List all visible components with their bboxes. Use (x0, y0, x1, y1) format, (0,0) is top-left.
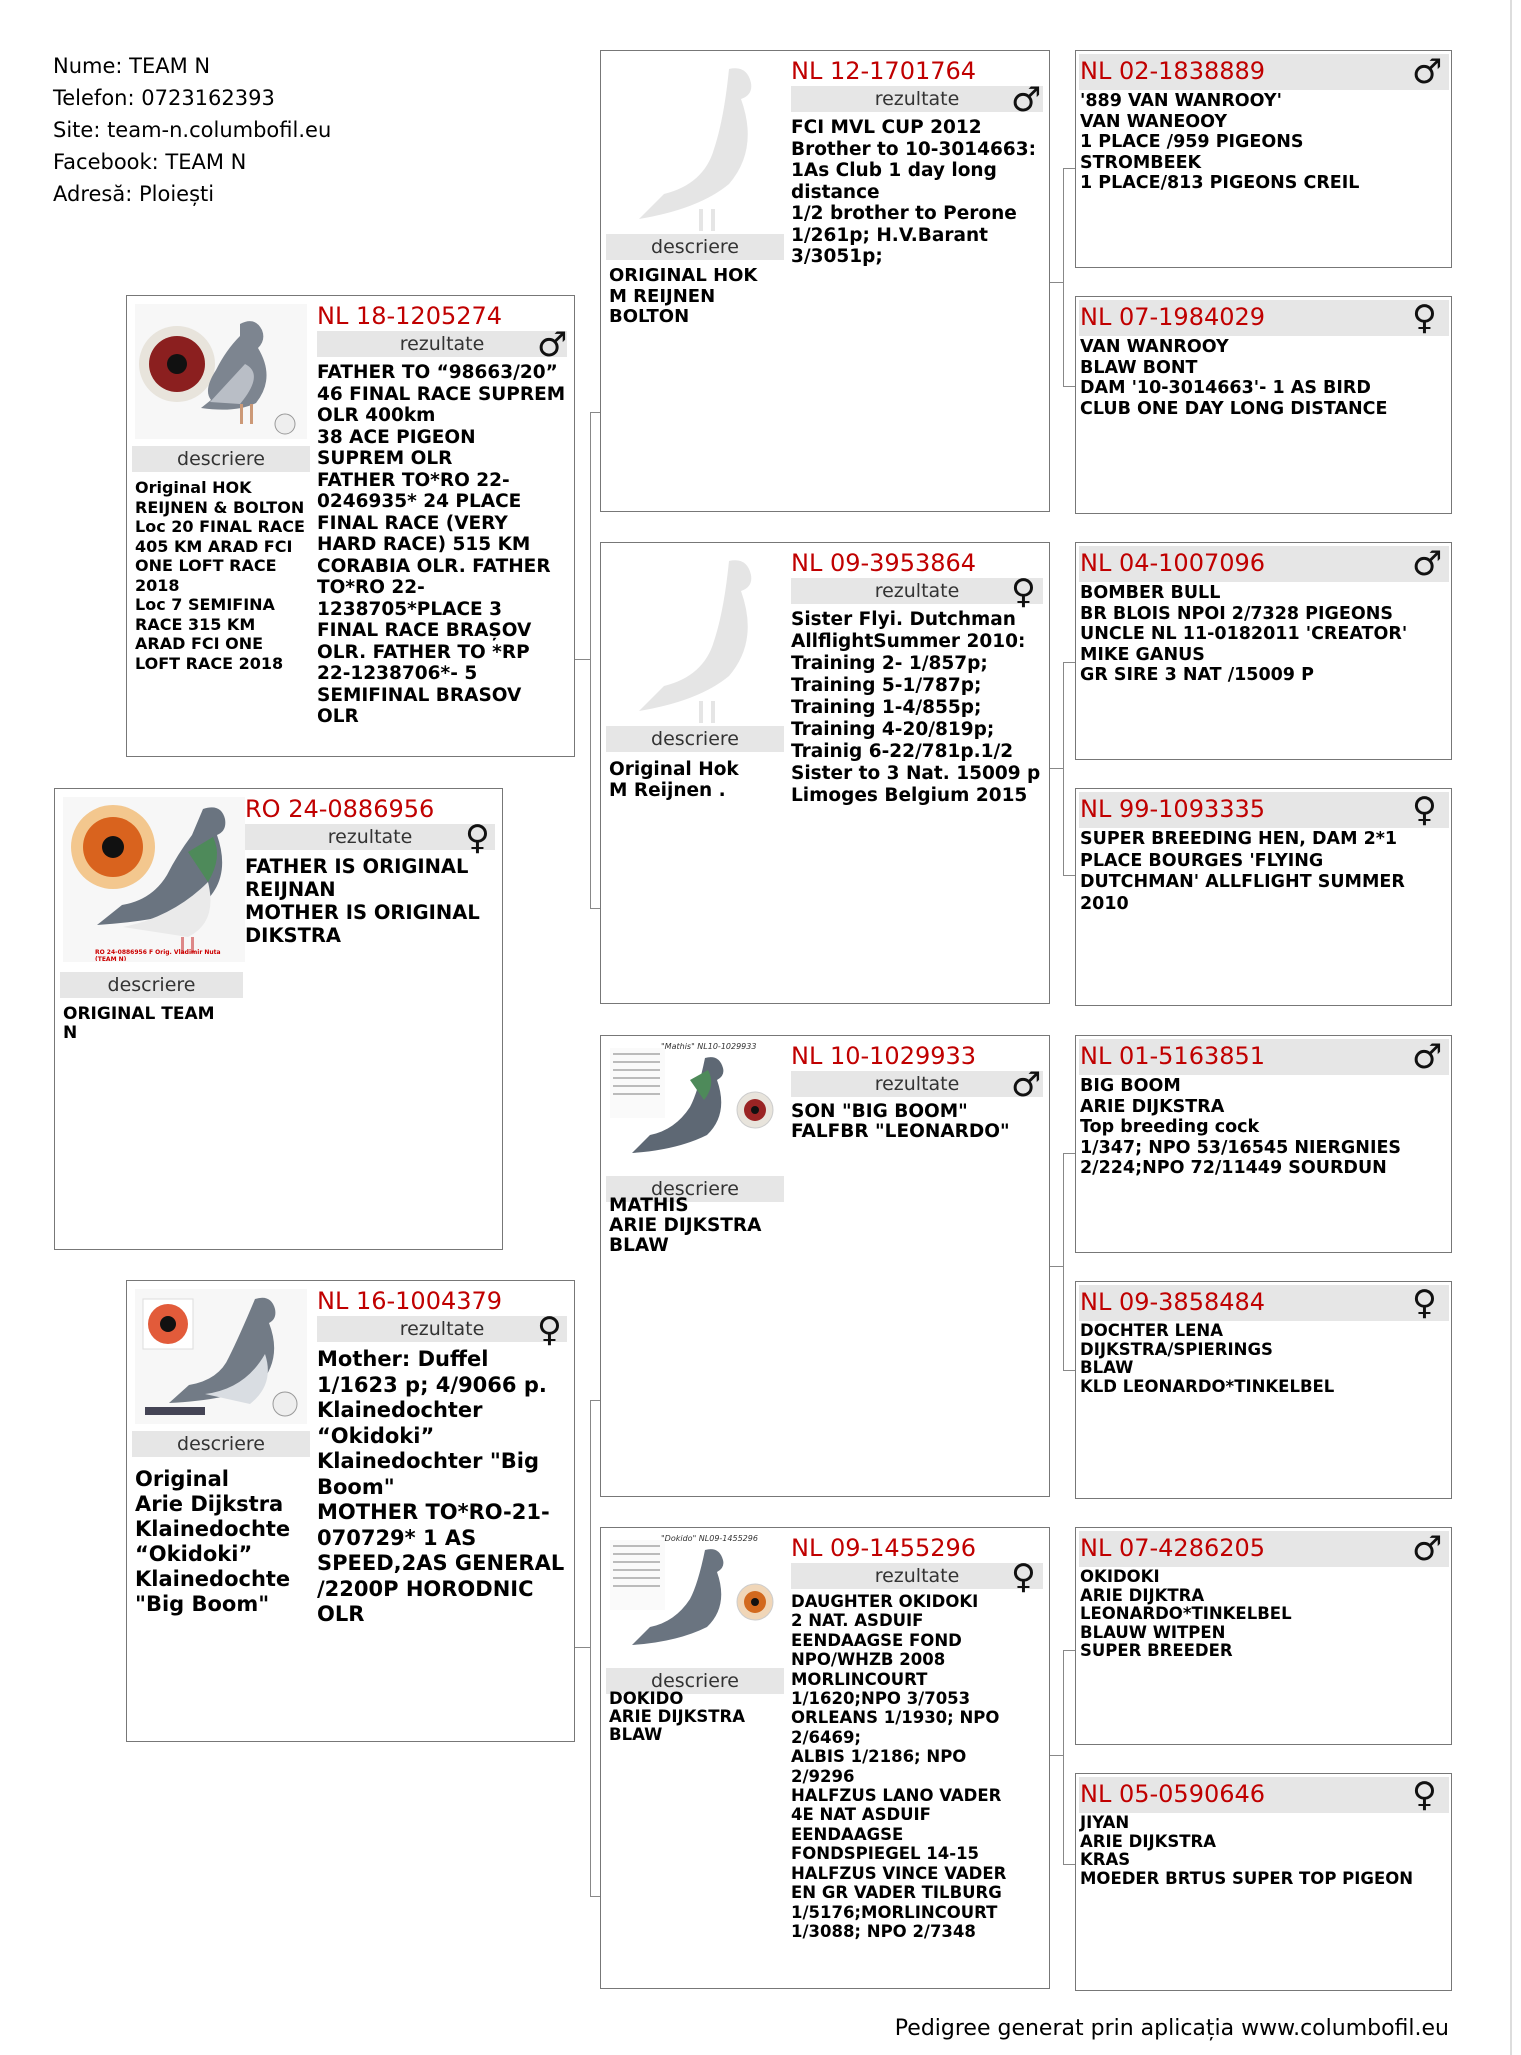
bird-id-dss: NL 01-5163851 (1080, 1042, 1266, 1070)
origin-dam: Original Arie Dijkstra Klainedochte “Okidoki” Klainedochte "Big Boom" (135, 1467, 298, 1616)
female-icon: ♀ (1412, 298, 1437, 338)
card-dds[interactable] (1075, 1527, 1452, 1745)
owner-facebook: Facebook: TEAM N (53, 150, 247, 174)
info-ds: SON "BIG BOOM" FALFBR "LEONARDO" (791, 1101, 1010, 1142)
bird-photo-dam[interactable] (135, 1289, 307, 1424)
male-icon: ♂ (1412, 52, 1443, 92)
bird-id-sd: NL 09-3953864 (791, 549, 977, 577)
description-tab-dd[interactable]: descriere (606, 1668, 784, 1694)
description-tab-ss[interactable]: descriere (606, 234, 784, 260)
bird-id-dd: NL 09-1455296 (791, 1534, 977, 1562)
female-icon: ♀ (1412, 1283, 1437, 1323)
female-icon: ♀ (1011, 572, 1036, 612)
info-sdd: SUPER BREEDING HEN, DAM 2*1 PLACE BOURGES 'FLYING DUTCHMAN' ALLFLIGHT SUMMER 2010 (1080, 829, 1411, 914)
bird-id-subject: RO 24-0886956 (245, 795, 435, 823)
info-dds: OKIDOKI ARIE DIJKTRA LEONARDO*TINKELBEL BLAUW WITPEN SUPER BREEDER (1080, 1567, 1292, 1660)
connector-ds-stub (1050, 1266, 1063, 1267)
card-dam-dam[interactable] (600, 1527, 1050, 1989)
results-tab-ss[interactable]: rezultate (791, 86, 1043, 112)
bird-id-dds: NL 07-4286205 (1080, 1534, 1266, 1562)
bird-id-ds: NL 10-1029933 (791, 1042, 977, 1070)
card-sire[interactable] (126, 295, 575, 757)
owner-name: Nume: TEAM N (53, 54, 211, 78)
info-ssd: VAN WANROOY BLAW BONT DAM '10-3014663'- 1 AS BIRD CLUB ONE DAY LONG DISTANCE (1080, 337, 1388, 419)
info-dsd: DOCHTER LENA DIJKSTRA/SPIERINGS BLAW KLD LEONARDO*TINKELBEL (1080, 1321, 1335, 1396)
bird-id-sds: NL 04-1007096 (1080, 549, 1266, 577)
results-tab-subject[interactable]: rezultate (245, 824, 495, 850)
bird-photo-placeholder[interactable] (609, 59, 781, 244)
description-tab-sd[interactable]: descriere (606, 726, 784, 752)
male-icon: ♂ (1011, 1065, 1042, 1105)
card-sss[interactable] (1075, 50, 1452, 268)
card-sire-sire[interactable] (600, 50, 1050, 512)
male-icon: ♂ (1412, 1037, 1443, 1077)
connector-ss-stub (1050, 282, 1063, 283)
pigeon-silhouette-icon (609, 551, 781, 736)
info-sire: FATHER TO “98663/20” 46 FINAL RACE SUPREM OLR 400km 38 ACE PIGEON SUPREM OLR FATHER TO*RO 22-0246935* 24 PLACE FINAL RACE (VERY HARD RACE) 515 KM CORABIA OLR. FATHER TO*RO 22-1238705*PLACE 3 FINAL RACE BRAȘOV OLR. FATHER TO *RP 22-1238706*- 5 SEMIFINAL BRASOV OLR (317, 362, 572, 727)
origin-sd: Original Hok M Reijnen . (609, 759, 739, 801)
card-ddd[interactable] (1075, 1773, 1452, 1991)
results-tab-ds[interactable]: rezultate (791, 1071, 1043, 1097)
info-sss: '889 VAN WANROOY' VAN WANEOOY 1 PLACE /959 PIGEONS STROMBEEK 1 PLACE/813 PIGEONS CREIL (1080, 91, 1360, 193)
bird-photo-dd[interactable] (605, 1532, 785, 1662)
owner-phone: Telefon: 0723162393 (53, 86, 275, 110)
connector-sire-stub (575, 659, 590, 660)
card-dsd[interactable] (1075, 1281, 1452, 1499)
female-icon: ♀ (1412, 790, 1437, 830)
pigeon-photo-icon (135, 1289, 307, 1424)
info-dss: BIG BOOM ARIE DIJKSTRA Top breeding cock 1/347; NPO 53/16545 NIERGNIES 2/224;NPO 72/11449 SOURDUN (1080, 1076, 1402, 1178)
bird-id-ssd: NL 07-1984029 (1080, 303, 1266, 331)
description-tab-sire[interactable]: descriere (132, 446, 310, 472)
footer-credit: Pedigree generat prin aplicația www.columbofil.eu (894, 2016, 1449, 2041)
info-subject: FATHER IS ORIGINAL REIJNAN MOTHER IS ORIGINAL DIKSTRA (245, 855, 487, 947)
pigeon-photo-icon (605, 1040, 785, 1170)
pigeon-silhouette-icon (609, 59, 781, 244)
description-tab-ds[interactable]: descriere (606, 1176, 784, 1202)
female-icon: ♀ (537, 1310, 562, 1350)
connector-sd-stub (1050, 768, 1063, 769)
card-sdd[interactable] (1075, 788, 1452, 1006)
card-dss[interactable] (1075, 1035, 1452, 1253)
bird-id-dam: NL 16-1004379 (317, 1287, 503, 1315)
bird-id-sdd: NL 99-1093335 (1080, 795, 1266, 823)
card-ssd[interactable] (1075, 296, 1452, 514)
results-tab-dam[interactable]: rezultate (317, 1316, 567, 1342)
bird-id-ddd: NL 05-0590646 (1080, 1780, 1266, 1808)
info-sds: BOMBER BULL BR BLOIS NPOI 2/7328 PIGEONS UNCLE NL 11-0182011 'CREATOR' MIKE GANUS GR SIRE 3 NAT /15009 P (1080, 583, 1408, 685)
info-dd: DAUGHTER OKIDOKI 2 NAT. ASDUIF EENDAAGSE FOND NPO/WHZB 2008 MORLINCOURT 1/1620;NPO 3/7053 ORLEANS 1/1930; NPO 2/6469; ALBIS 1/2186; NPO 2/9296 HALFZUS LANO VADER 4E NAT ASDUIF EENDAAGSE FONDSPIEGEL 14-15 HALFZUS VINCE VADER EN GR VADER TILBURG 1/5176;MORLINCOURT 1/3088; NPO 2/7348 (791, 1592, 1007, 1941)
male-icon: ♂ (1011, 80, 1042, 120)
bird-id-dsd: NL 09-3858484 (1080, 1288, 1266, 1316)
results-tab-sd[interactable]: rezultate (791, 578, 1043, 604)
info-sd: Sister Flyi. Dutchman AllflightSummer 2010: Training 2- 1/857p; Training 5-1/787p; Training 1-4/855p; Training 4-20/819p; Trainig 6-22/781p.1/2 Sister to 3 Nat. 15009 p Limoges Belgium 2015 (791, 609, 1047, 806)
bird-id-sire: NL 18-1205274 (317, 302, 503, 330)
owner-site: Site: team-n.columbofil.eu (53, 118, 332, 142)
origin-sire: Original HOK REIJNEN & BOLTON Loc 20 FINAL RACE 405 KM ARAD FCI ONE LOFT RACE 2018 Loc 7 SEMIFINA RACE 315 KM ARAD FCI ONE LOFT RACE 2018 (135, 478, 311, 673)
results-tab-sire[interactable]: rezultate (317, 331, 567, 357)
bird-photo-subject[interactable] (63, 797, 245, 962)
male-icon: ♂ (1412, 1529, 1443, 1569)
card-sire-dam[interactable] (600, 542, 1050, 1004)
card-sds[interactable] (1075, 542, 1452, 760)
results-tab-dd[interactable]: rezultate (791, 1563, 1043, 1589)
female-icon: ♀ (465, 818, 490, 858)
pigeon-photo-icon (135, 304, 307, 439)
photo-caption-ds: "Mathis" NL10-1029933 (661, 1042, 757, 1051)
male-icon: ♂ (1412, 544, 1443, 584)
male-icon: ♂ (537, 325, 568, 365)
description-tab-subject[interactable]: descriere (60, 972, 243, 998)
description-tab-dam[interactable]: descriere (132, 1431, 310, 1457)
origin-subject: ORIGINAL TEAM N (63, 1004, 221, 1043)
bird-id-sss: NL 02-1838889 (1080, 57, 1266, 85)
pigeon-photo-icon (605, 1532, 785, 1662)
pigeon-photo-icon (63, 797, 245, 962)
bird-photo-ds[interactable] (605, 1040, 785, 1170)
owner-info (53, 50, 331, 210)
info-ss: FCI MVL CUP 2012 Brother to 10-3014663: 1As Club 1 day long distance 1/2 brother to Perone 1/261p; H.V.Barant 3/3051p; (791, 117, 1043, 267)
bird-photo-placeholder[interactable] (609, 551, 781, 736)
connector-dam-stub (575, 1647, 590, 1648)
origin-dd: DOKIDO ARIE DIJKSTRA BLAW (609, 1689, 746, 1744)
card-subject[interactable] (54, 788, 503, 1250)
info-dam: Mother: Duffel 1/1623 p; 4/9066 p. Klainedochter “Okidoki” Klainedochter "Big Boom" MOTHER TO*RO-21-070729* 1 AS SPEED,2AS GENERAL /2200P HORODNIC OLR (317, 1347, 572, 1626)
female-icon: ♀ (1412, 1775, 1437, 1815)
female-icon: ♀ (1011, 1557, 1036, 1597)
card-dam-sire[interactable] (600, 1035, 1050, 1497)
origin-ss: ORIGINAL HOK M REIJNEN BOLTON (609, 265, 758, 327)
page-edge-line (1510, 0, 1512, 2055)
bird-photo-sire[interactable] (135, 304, 307, 439)
owner-address: Adresă: Ploiești (53, 182, 215, 206)
photo-caption-dd: "Dokido" NL09-1455296 (661, 1534, 758, 1543)
connector-dd-stub (1050, 1755, 1063, 1756)
info-ddd: JIYAN ARIE DIJKSTRA KRAS MOEDER BRTUS SUPER TOP PIGEON (1080, 1813, 1414, 1888)
origin-ds: MATHIS ARIE DIJKSTRA BLAW (609, 1195, 762, 1256)
photo-caption-subject: RO 24-0886956 F Orig. Vladimir Nuta (TEAM N) (95, 949, 221, 961)
bird-id-ss: NL 12-1701764 (791, 57, 977, 85)
card-dam[interactable] (126, 1280, 575, 1742)
